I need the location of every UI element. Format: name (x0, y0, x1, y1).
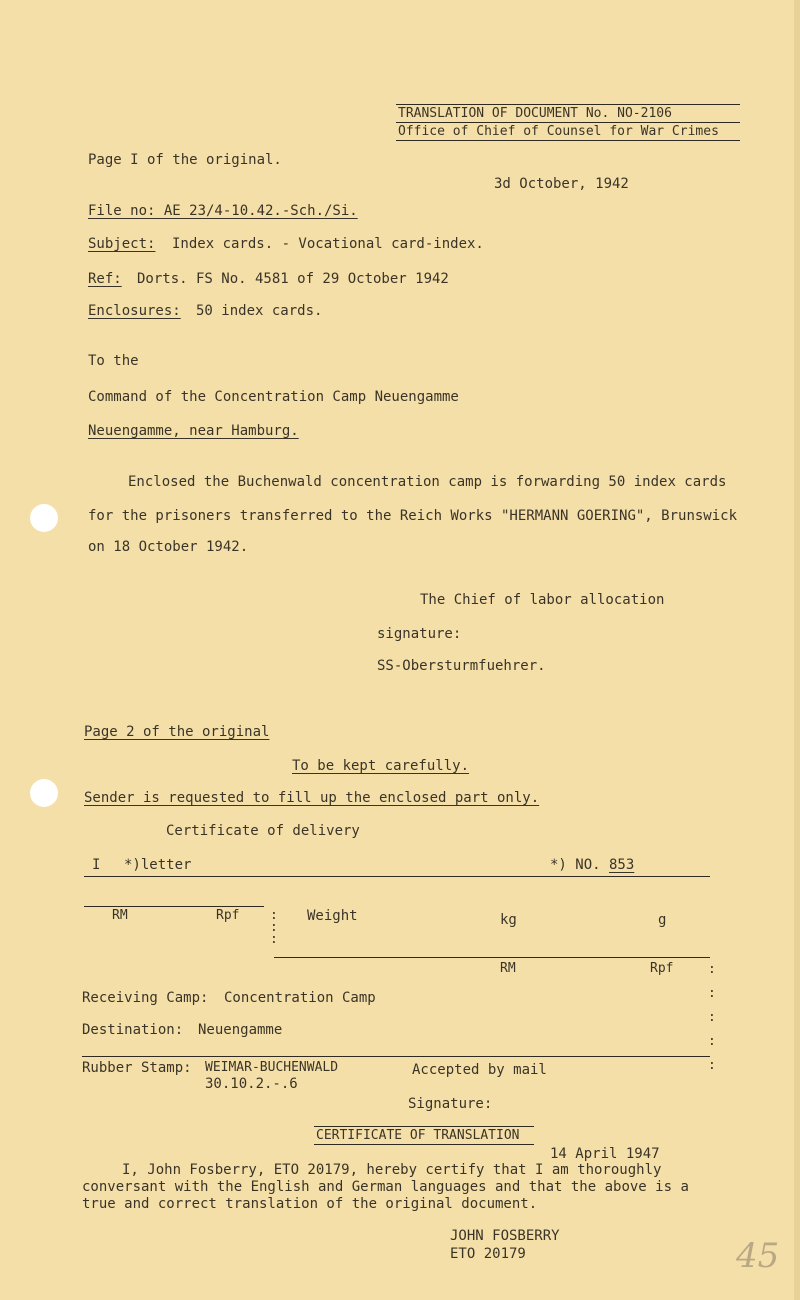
rm-label-2: RM (500, 961, 516, 976)
header-rule-top (396, 104, 740, 105)
addressee-command: Command of the Concentration Camp Neuengamme (88, 389, 459, 405)
addressee-location: Neuengamme, near Hamburg. (88, 423, 299, 439)
letter-line (84, 876, 710, 877)
kg-label: kg (500, 912, 517, 928)
signature-field: Signature: (408, 1096, 493, 1112)
ref-text: Dorts. FS No. 4581 of 29 October 1942 (137, 271, 449, 287)
money-rule (84, 906, 264, 907)
page1-label: Page I of the original. (88, 152, 282, 168)
colon-divider-1: : : : (270, 908, 278, 947)
paper-edge (794, 0, 800, 1300)
page-number: 45 (736, 1236, 780, 1276)
body-line-2: for the prisoners transferred to the Reich Works "HERMANN GOERING", Brunswick (88, 508, 738, 524)
signer-title: The Chief of labor allocation (420, 592, 665, 608)
translator-name: JOHN FOSBERRY (450, 1228, 560, 1244)
translator-id: ETO 20179 (450, 1246, 526, 1262)
certificate-line-1: I, John Fosberry, ETO 20179, hereby certify that I am thoroughly (122, 1162, 662, 1178)
g-label: g (658, 912, 667, 928)
row-letter: *)letter (124, 857, 192, 873)
receiving-value: Concentration Camp (224, 990, 376, 1006)
header-rule-bottom (396, 140, 740, 141)
receiving-label: Receiving Camp: (82, 990, 209, 1006)
rm-label-1: RM (112, 908, 128, 923)
certificate-line-3: true and correct translation of the original document. (82, 1196, 538, 1212)
stamp-rule (82, 1056, 710, 1057)
accepted-by-mail: Accepted by mail (412, 1062, 547, 1078)
body-line-1: Enclosed the Buchenwald concentration camp is forwarding 50 index cards (128, 474, 727, 490)
punch-hole-top (30, 504, 58, 532)
sender-instruction: Sender is requested to fill up the enclosed part only. (84, 790, 540, 806)
subject-label: Subject: (88, 236, 156, 252)
subject-text: Index cards. - Vocational card-index. (172, 236, 484, 252)
weight-label: Weight (307, 908, 358, 924)
header-rule-mid (396, 122, 740, 123)
addressee-to: To the (88, 353, 139, 369)
keep-carefully: To be kept carefully. (292, 758, 470, 774)
punch-hole-bottom (30, 779, 58, 807)
page2-label: Page 2 of the original (84, 724, 270, 740)
stamp-line-1: WEIMAR-BUCHENWALD (205, 1060, 339, 1075)
signature-label: signature: (377, 626, 462, 642)
row-no-value: 853 (609, 857, 635, 873)
certificate-of-delivery: Certificate of delivery (166, 823, 360, 839)
letter-date: 3d October, 1942 (494, 176, 629, 192)
office-title: Office of Chief of Counsel for War Crimes (398, 124, 719, 139)
ref-label: Ref: (88, 271, 122, 287)
certificate-heading: CERTIFICATE OF TRANSLATION (316, 1128, 520, 1143)
cert-rule-top (314, 1126, 534, 1127)
translation-title: TRANSLATION OF DOCUMENT No. NO-2106 (398, 106, 672, 121)
certificate-line-2: conversant with the English and German languages and that the above is a (82, 1179, 689, 1195)
row-i: I (92, 857, 101, 873)
rpf-label-1: Rpf (216, 908, 240, 923)
row-no: *) NO. (550, 857, 601, 873)
body-line-3: on 18 October 1942. (88, 539, 249, 555)
destination-value: Neuengamme (198, 1022, 283, 1038)
colon-divider-2: : : : : : (708, 962, 716, 1073)
signer-rank: SS-Obersturmfuehrer. (377, 658, 546, 674)
enclosures-label: Enclosures: (88, 303, 181, 319)
enclosures-text: 50 index cards. (196, 303, 323, 319)
stamp-label: Rubber Stamp: (82, 1060, 192, 1076)
file-number: File no: AE 23/4-10.42.-Sch./Si. (88, 203, 358, 219)
destination-label: Destination: (82, 1022, 184, 1038)
certificate-date: 14 April 1947 (550, 1146, 660, 1162)
stamp-line-2: 30.10.2.-.6 (205, 1076, 298, 1092)
rpf-label-2: Rpf (650, 961, 674, 976)
cert-rule-bottom (314, 1144, 534, 1145)
weight-rule (274, 957, 710, 958)
